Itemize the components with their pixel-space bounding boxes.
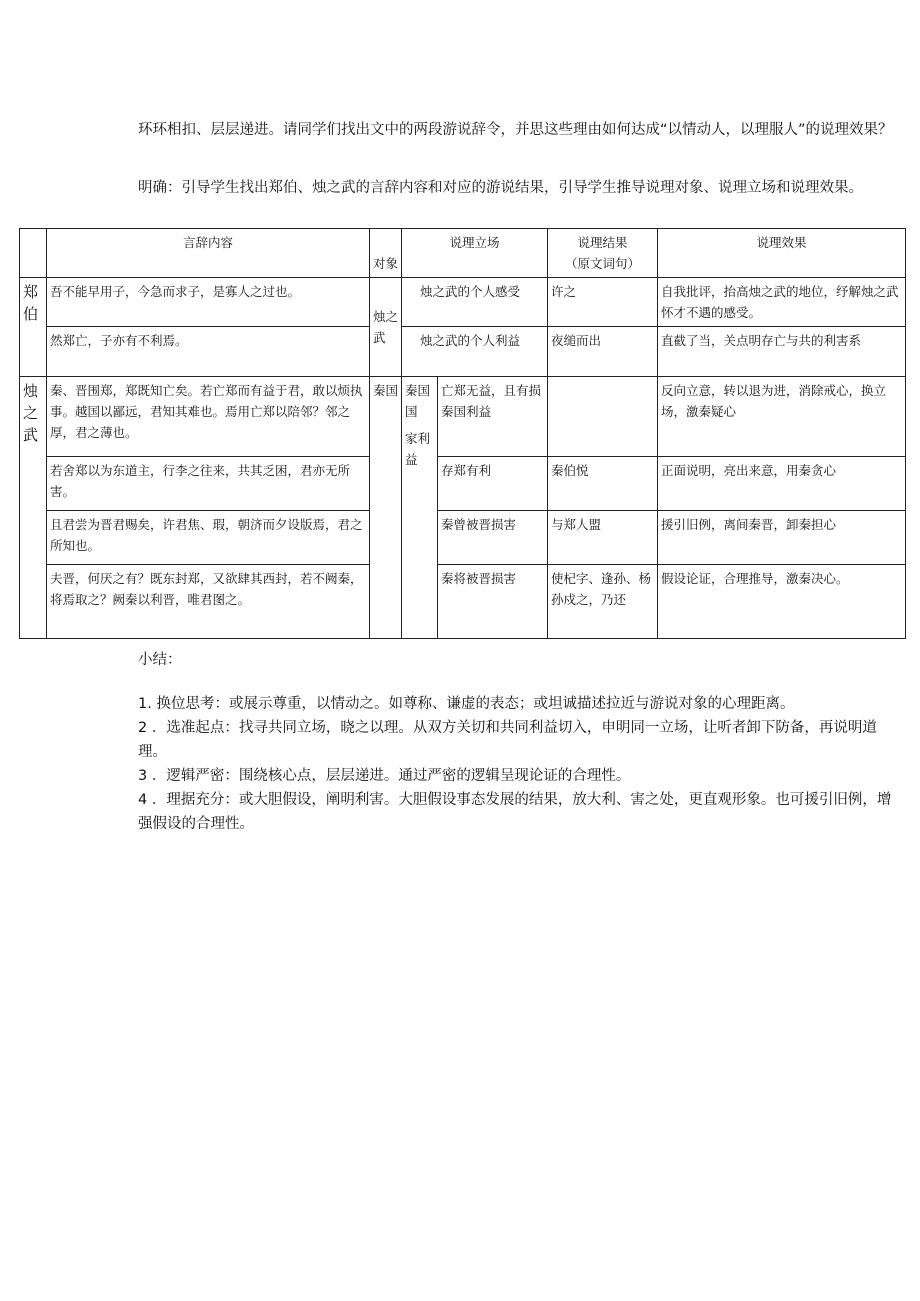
- analysis-table: [19, 228, 906, 639]
- intro-paragraph: 环环相扣、层层递进。请同学们找出文中的两段游说辞令，并思这些理由如何达成“以情动人，以理服人”的说理效果？: [138, 122, 893, 138]
- stance-cell: 秦将被晋损害: [438, 565, 548, 639]
- result-cell: 使杞字、逢孙、杨孙戍之，乃还: [548, 565, 658, 639]
- effect-cell: 反向立意，转以退为进，消除戒心，换立场，激秦疑心: [658, 377, 906, 457]
- header-stance: 说理立场: [402, 229, 548, 278]
- stance-cell: 存郑有利: [438, 457, 548, 511]
- result-cell: 夜缒而出: [548, 327, 658, 377]
- stance-cell: 秦曾被晋损害: [438, 511, 548, 565]
- summary-item: 3 ．逻辑严密：围绕核心点，层层递进。通过严密的逻辑呈现论证的合理性。: [138, 768, 631, 784]
- speaker-zhuzhiwu: 烛之武: [20, 377, 47, 639]
- header-effect: 说理效果: [658, 229, 906, 278]
- effect-cell: 直截了当，关点明存亡与共的利害系: [658, 327, 906, 377]
- result-cell: 秦伯悦: [548, 457, 658, 511]
- result-cell: 与郑人盟: [548, 511, 658, 565]
- stance-cell: 亡郑无益，且有损秦国利益: [438, 377, 548, 457]
- table-row: [20, 278, 906, 327]
- table-row: [20, 565, 906, 639]
- speech-cell: 然郑亡，子亦有不利焉。: [47, 327, 370, 377]
- effect-cell: 假设论证，合理推导，激秦决心。: [658, 565, 906, 639]
- table-row: [20, 377, 906, 457]
- speech-cell: 夫晋，何厌之有？既东封郑，又欲肆其西封，若不阙秦，将焉取之？阙秦以利晋，唯君图之。: [47, 565, 370, 639]
- stance-group-line-b: 家利益: [405, 431, 431, 467]
- summary-item: 4 ．理据充分：或大胆假设，阐明利害。大胆假设事态发展的结果，放大利、害之处，更直观形象。也可援引旧例，增强假设的合理性。: [138, 792, 892, 832]
- effect-cell: 自我批评，抬高烛之武的地位，纾解烛之武怀才不遇的感受。: [658, 278, 906, 327]
- target-cell: 烛之武: [370, 278, 402, 377]
- stance-cell: 烛之武的个人利益: [402, 327, 548, 377]
- clarification-paragraph: 明确：引导学生找出郑伯、烛之武的言辞内容和对应的游说结果，引导学生推导说理对象、说理立场和说理效果。: [138, 180, 863, 196]
- speech-cell: 吾不能早用子，今急而求子，是寡人之过也。: [47, 278, 370, 327]
- summary-item: 1. 换位思考：或展示尊重，以情动之。如尊称、谦虚的表态；或坦诚描述拉近与游说对象的心理距离。: [138, 696, 795, 712]
- target-cell: 秦国: [370, 377, 402, 639]
- speaker-zhengbo: 郑伯: [20, 278, 47, 377]
- table-row: [20, 327, 906, 377]
- stance-group-cell: [402, 377, 438, 639]
- speech-cell: 若舍郑以为东道主，行李之往来，共其乏困，君亦无所害。: [47, 457, 370, 511]
- summary-title: 小结：: [138, 652, 182, 668]
- header-corner: [20, 229, 47, 278]
- result-cell: 许之: [548, 278, 658, 327]
- speech-cell: 秦、晋围郑，郑既知亡矣。若亡郑而有益于君，敢以烦执事。越国以鄙远，君知其难也。焉用亡郑以陪邻？邻之厚，君之薄也。: [47, 377, 370, 457]
- table-header-row: [20, 229, 906, 278]
- effect-cell: 援引旧例，离间秦晋，卸秦担心: [658, 511, 906, 565]
- stance-group-line-a: 秦国国: [405, 383, 431, 419]
- result-cell: [548, 377, 658, 457]
- stance-cell: 烛之武的个人感受: [402, 278, 548, 327]
- table-row: [20, 511, 906, 565]
- table-row: [20, 457, 906, 511]
- header-speech: 言辞内容: [47, 229, 370, 278]
- speech-cell: 且君尝为晋君赐矣，许君焦、瑕，朝济而夕设版焉，君之所知也。: [47, 511, 370, 565]
- header-result-line1: 说理结果: [577, 235, 628, 250]
- summary-item: 2 ．选准起点：找寻共同立场，晓之以理。从双方关切和共同利益切入，申明同一立场，让听者卸下防备，再说明道理。: [138, 720, 877, 760]
- header-result-line2: （原文词句）: [565, 256, 641, 271]
- header-target: 对象: [370, 229, 402, 278]
- header-result: [548, 229, 658, 278]
- effect-cell: 正面说明，亮出来意，用秦贪心: [658, 457, 906, 511]
